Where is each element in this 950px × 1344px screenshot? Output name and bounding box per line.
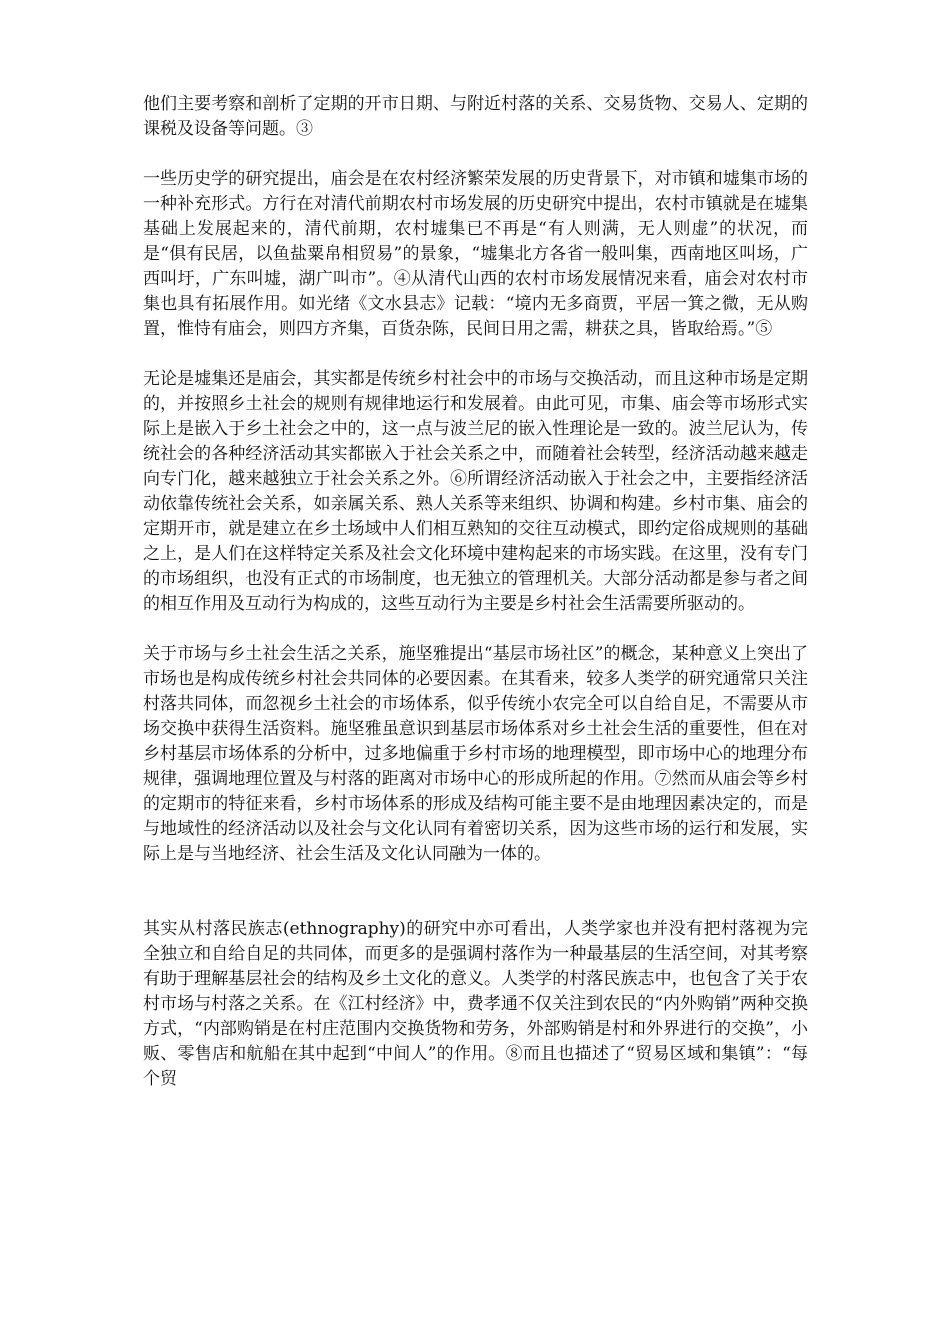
paragraph-spacer	[143, 867, 808, 917]
paragraph-4: 关于市场与乡土社会生活之关系，施坚雅提出“基层市场社区”的概念，某种意义上突出了市场也是构成传统乡村社会共同体的必要因素。在其看来，较多人类学的研究通常只关注村落共同体，而忽视乡土社会的市场体系，似乎传统小农完全可以自给自足，不需要从市场交换中获得生活资料。施坚雅虽意识到基层市场体系对乡土社会生活的重要性，但在对乡村基层市场体系的分析中，过多地偏重于乡村市场的地理模型，即市场中心的地理分布规律，强调地理位置及与村落的距离对市场中心的形成所起的作用。⑦然而从庙会等乡村的定期市的特征来看，乡村市场体系的形成及结构可能主要不是由地理因素决定的，而是与地域性的经济活动以及社会与文化认同有着密切关系，因为这些市场的运行和发展，实际上是与当地经济、社会生活及文化认同融为一体的。	[143, 644, 808, 864]
paragraph-spacer	[143, 342, 808, 367]
document-page	[143, 92, 808, 1092]
paragraph-spacer	[143, 142, 808, 167]
paragraph-2: 一些历史学的研究提出，庙会是在农村经济繁荣发展的历史背景下，对市镇和墟集市场的一种补充形式。方行在对清代前期农村市场发展的历史研究中提出，农村市镇就是在墟集基础上发展起来的，清代前期，农村墟集已不再是“有人则满，无人则虚”的状况，而是“俱有民居，以鱼盐粟帛相贸易”的景象，“墟集北方各省一般叫集，西南地区叫场，广西叫圩，广东叫墟，湖广叫市”。④从清代山西的农村市场发展情况来看，庙会对农村市集也具有拓展作用。如光绪《文水县志》记载：“境内无多商贾，平居一箕之微，无从购置，惟恃有庙会，则四方齐集，百货杂陈，民间日用之需，耕获之具，皆取给焉。”⑤	[143, 169, 808, 339]
paragraph-3: 无论是墟集还是庙会，其实都是传统乡村社会中的市场与交换活动，而且这种市场是定期的，并按照乡土社会的规则有规律地运行和发展着。由此可见，市集、庙会等市场形式实际上是嵌入于乡土社会之中的，这一点与波兰尼的嵌入性理论是一致的。波兰尼认为，传统社会的各种经济活动其实都嵌入于社会关系之中，而随着社会转型，经济活动越来越走向专门化，越来越独立于社会关系之外。⑥所谓经济活动嵌入于社会之中，主要指经济活动依靠传统社会关系，如亲属关系、熟人关系等来组织、协调和构建。乡村市集、庙会的定期开市，就是建立在乡土场域中人们相互熟知的交往互动模式，即约定俗成规则的基础之上，是人们在这样特定关系及社会文化环境中建构起来的市场实践。在这里，没有专门的市场组织，也没有正式的市场制度，也无独立的管理机关。大部分活动都是参与者之间的相互作用及互动行为构成的，这些互动行为主要是乡村社会生活需要所驱动的。	[143, 369, 808, 614]
paragraph-5: 其实从村落民族志(ethnography)的研究中亦可看出，人类学家也并没有把村落视为完全独立和自给自足的共同体，而更多的是强调村落作为一种最基层的生活空间，对其考察有助于理解基层社会的结构及乡土文化的意义。人类学的村落民族志中，也包含了关于农村市场与村落之关系。在《江村经济》中，费孝通不仅关注到农民的“内外购销”两种交换方式，“内部购销是在村庄范围内交换货物和劳务，外部购销是村和外界进行的交换”，小贩、零售店和航船在其中起到“中间人”的作用。⑧而且也描述了“贸易区域和集镇”：“每个贸	[143, 919, 808, 1089]
paragraph-1: 他们主要考察和剖析了定期的开市日期、与附近村落的关系、交易货物、交易人、定期的课税及设备等问题。③	[143, 94, 808, 139]
paragraph-spacer	[143, 617, 808, 642]
